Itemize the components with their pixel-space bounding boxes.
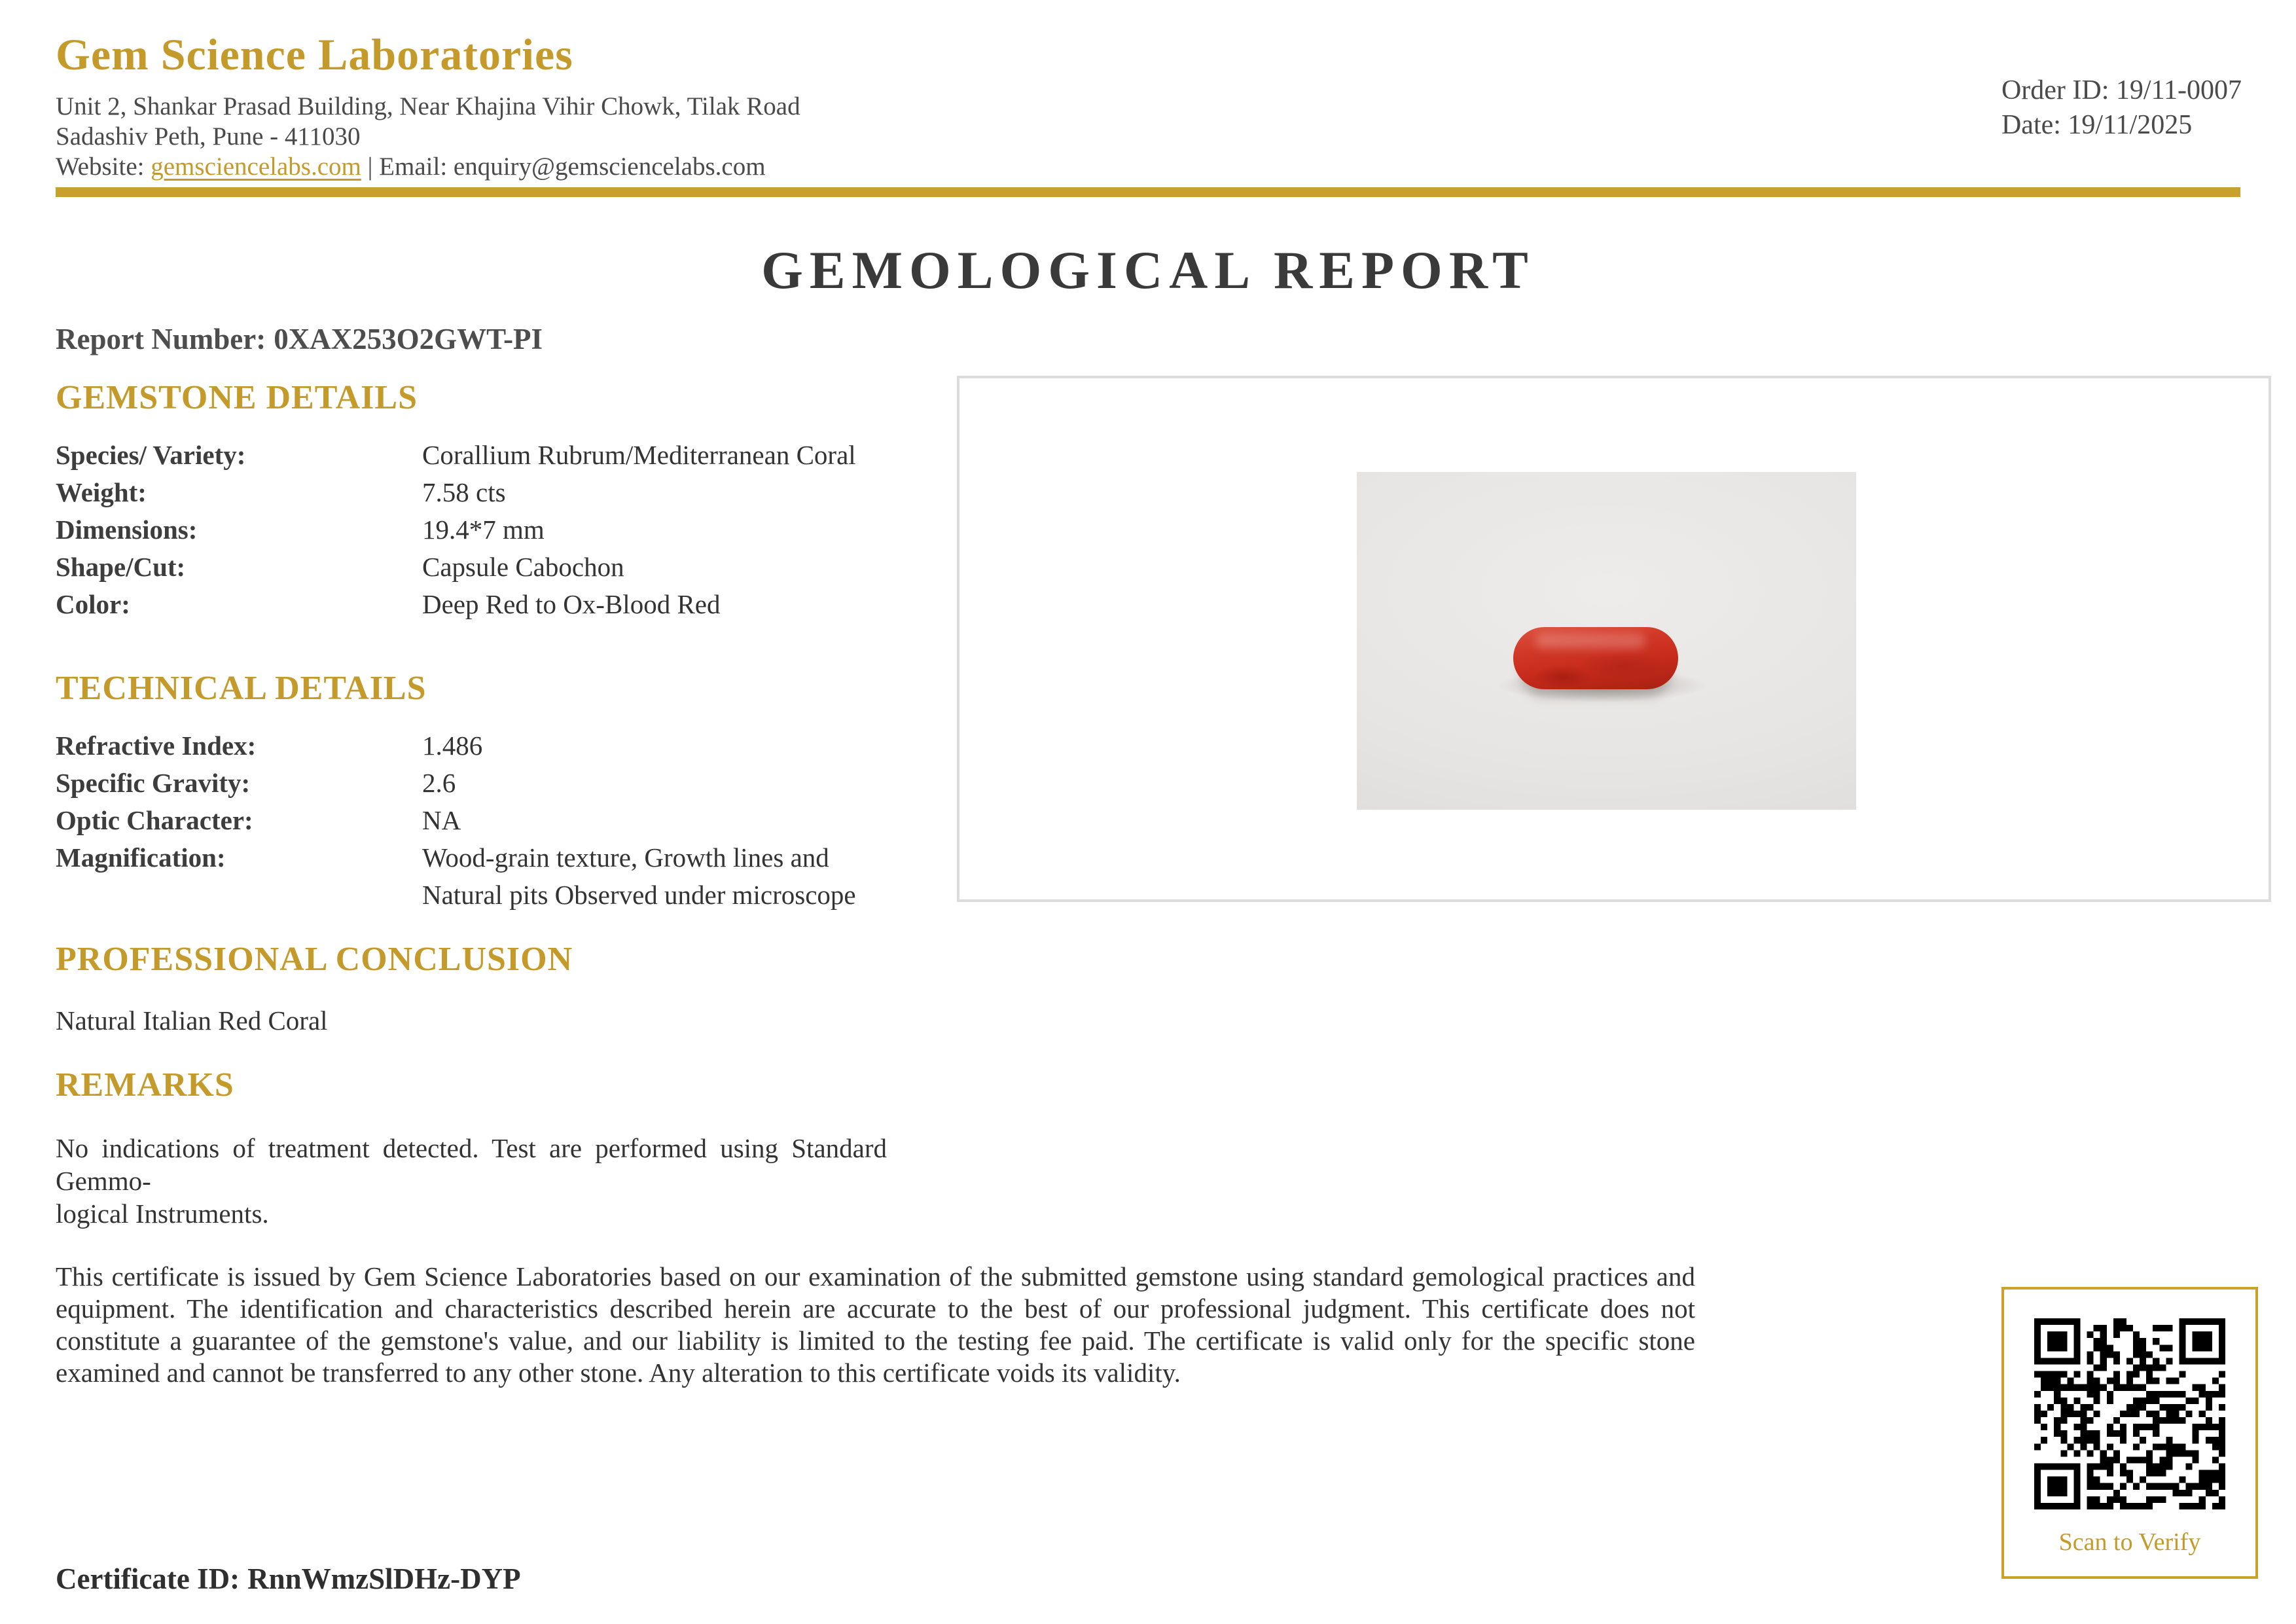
website-link[interactable]: gemsciencelabs.com: [151, 153, 361, 181]
remarks-line-1: No indications of treatment detected. Test are performed using Standard Gemmo-: [56, 1133, 887, 1196]
lab-name: Gem Science Laboratories: [56, 29, 573, 79]
detail-label: Specific Gravity:: [56, 768, 251, 798]
report-number-label: Report Number:: [56, 323, 266, 355]
detail-value: 2.6: [422, 768, 456, 798]
detail-row: [56, 765, 926, 802]
contact-line: [56, 152, 800, 182]
detail-value: Corallium Rubrum/Mediterranean Coral: [422, 440, 856, 470]
detail-label: Weight:: [56, 477, 147, 507]
detail-value: 19.4*7 mm: [422, 514, 545, 545]
page-title: GEMOLOGICAL REPORT: [761, 240, 1535, 300]
address-line-2: Sadashiv Peth, Pune - 411030: [56, 122, 361, 151]
detail-row: [56, 586, 926, 623]
section-heading: PROFESSIONAL CONCLUSION: [56, 941, 573, 978]
section-heading: REMARKS: [56, 1066, 234, 1104]
qr-caption: Scan to Verify: [2058, 1528, 2201, 1556]
coral-gemstone: [1513, 627, 1678, 689]
detail-value: Wood-grain texture, Growth lines and Natural pits Observed under microscope: [422, 842, 856, 910]
lab-address: [56, 92, 800, 182]
qr-panel: [2001, 1287, 2258, 1579]
disclaimer-text: This certificate is issued by Gem Science Laboratories based on our examination of the submitted gemstone using standard gemological practices and equipment. The identification and characteristics described herein are accurate to the best of our professional judgment. This certificate does not constitute a guarantee of the gemstone's value, and our liability is limited to the testing fee paid. The certificate is valid only for the specific stone examined and cannot be transferred to any other stone. Any alteration to this certificate voids its validity.: [56, 1261, 1695, 1388]
detail-row: [56, 474, 926, 511]
detail-row: [56, 802, 926, 839]
address-line-1: Unit 2, Shankar Prasad Building, Near Khajina Vihir Chowk, Tilak Road: [56, 92, 800, 120]
order-info: [2001, 73, 2242, 143]
remarks-line-2: logical Instruments.: [56, 1199, 269, 1229]
qr-code: [2034, 1318, 2225, 1509]
gold-divider: [56, 187, 2240, 197]
email-text: | Email: enquiry@gemsciencelabs.com: [361, 153, 766, 181]
detail-row: [56, 727, 926, 765]
detail-row: [56, 511, 926, 549]
section-gemstone-details: [56, 378, 926, 623]
order-id: Order ID: 19/11-0007: [2001, 75, 2242, 105]
section-professional-conclusion: [56, 940, 926, 1036]
report-number: [56, 322, 543, 356]
section-heading: GEMSTONE DETAILS: [56, 379, 418, 416]
certificate-id-label: Certificate ID:: [56, 1562, 240, 1595]
detail-label: Shape/Cut:: [56, 552, 186, 582]
detail-value: Capsule Cabochon: [422, 552, 624, 582]
conclusion-text: Natural Italian Red Coral: [56, 1005, 328, 1036]
detail-label: Magnification:: [56, 842, 226, 873]
report-date: Date: 19/11/2025: [2001, 110, 2193, 140]
photo-frame: [957, 376, 2271, 902]
detail-row: [56, 549, 926, 586]
section-heading: TECHNICAL DETAILS: [56, 670, 427, 707]
section-technical-details: [56, 669, 926, 914]
detail-label: Refractive Index:: [56, 731, 257, 761]
detail-label: Optic Character:: [56, 805, 253, 835]
detail-value: 7.58 cts: [422, 477, 506, 507]
detail-label: Dimensions:: [56, 514, 198, 545]
certificate-id: [56, 1562, 521, 1596]
section-remarks: [56, 1066, 926, 1230]
detail-row: [56, 839, 926, 914]
gemstone-photo: [1357, 472, 1856, 810]
detail-value: 1.486: [422, 731, 483, 761]
report-number-value: 0XAX253O2GWT-PI: [274, 323, 543, 355]
certificate-id-value: RnnWmzSlDHz-DYP: [247, 1562, 521, 1595]
detail-row: [56, 437, 926, 474]
coral-highlight: [1535, 633, 1645, 649]
website-label: Website:: [56, 153, 151, 181]
detail-label: Color:: [56, 589, 130, 619]
detail-label: Species/ Variety:: [56, 440, 246, 470]
detail-value: NA: [422, 805, 461, 835]
detail-value: Deep Red to Ox-Blood Red: [422, 589, 721, 619]
